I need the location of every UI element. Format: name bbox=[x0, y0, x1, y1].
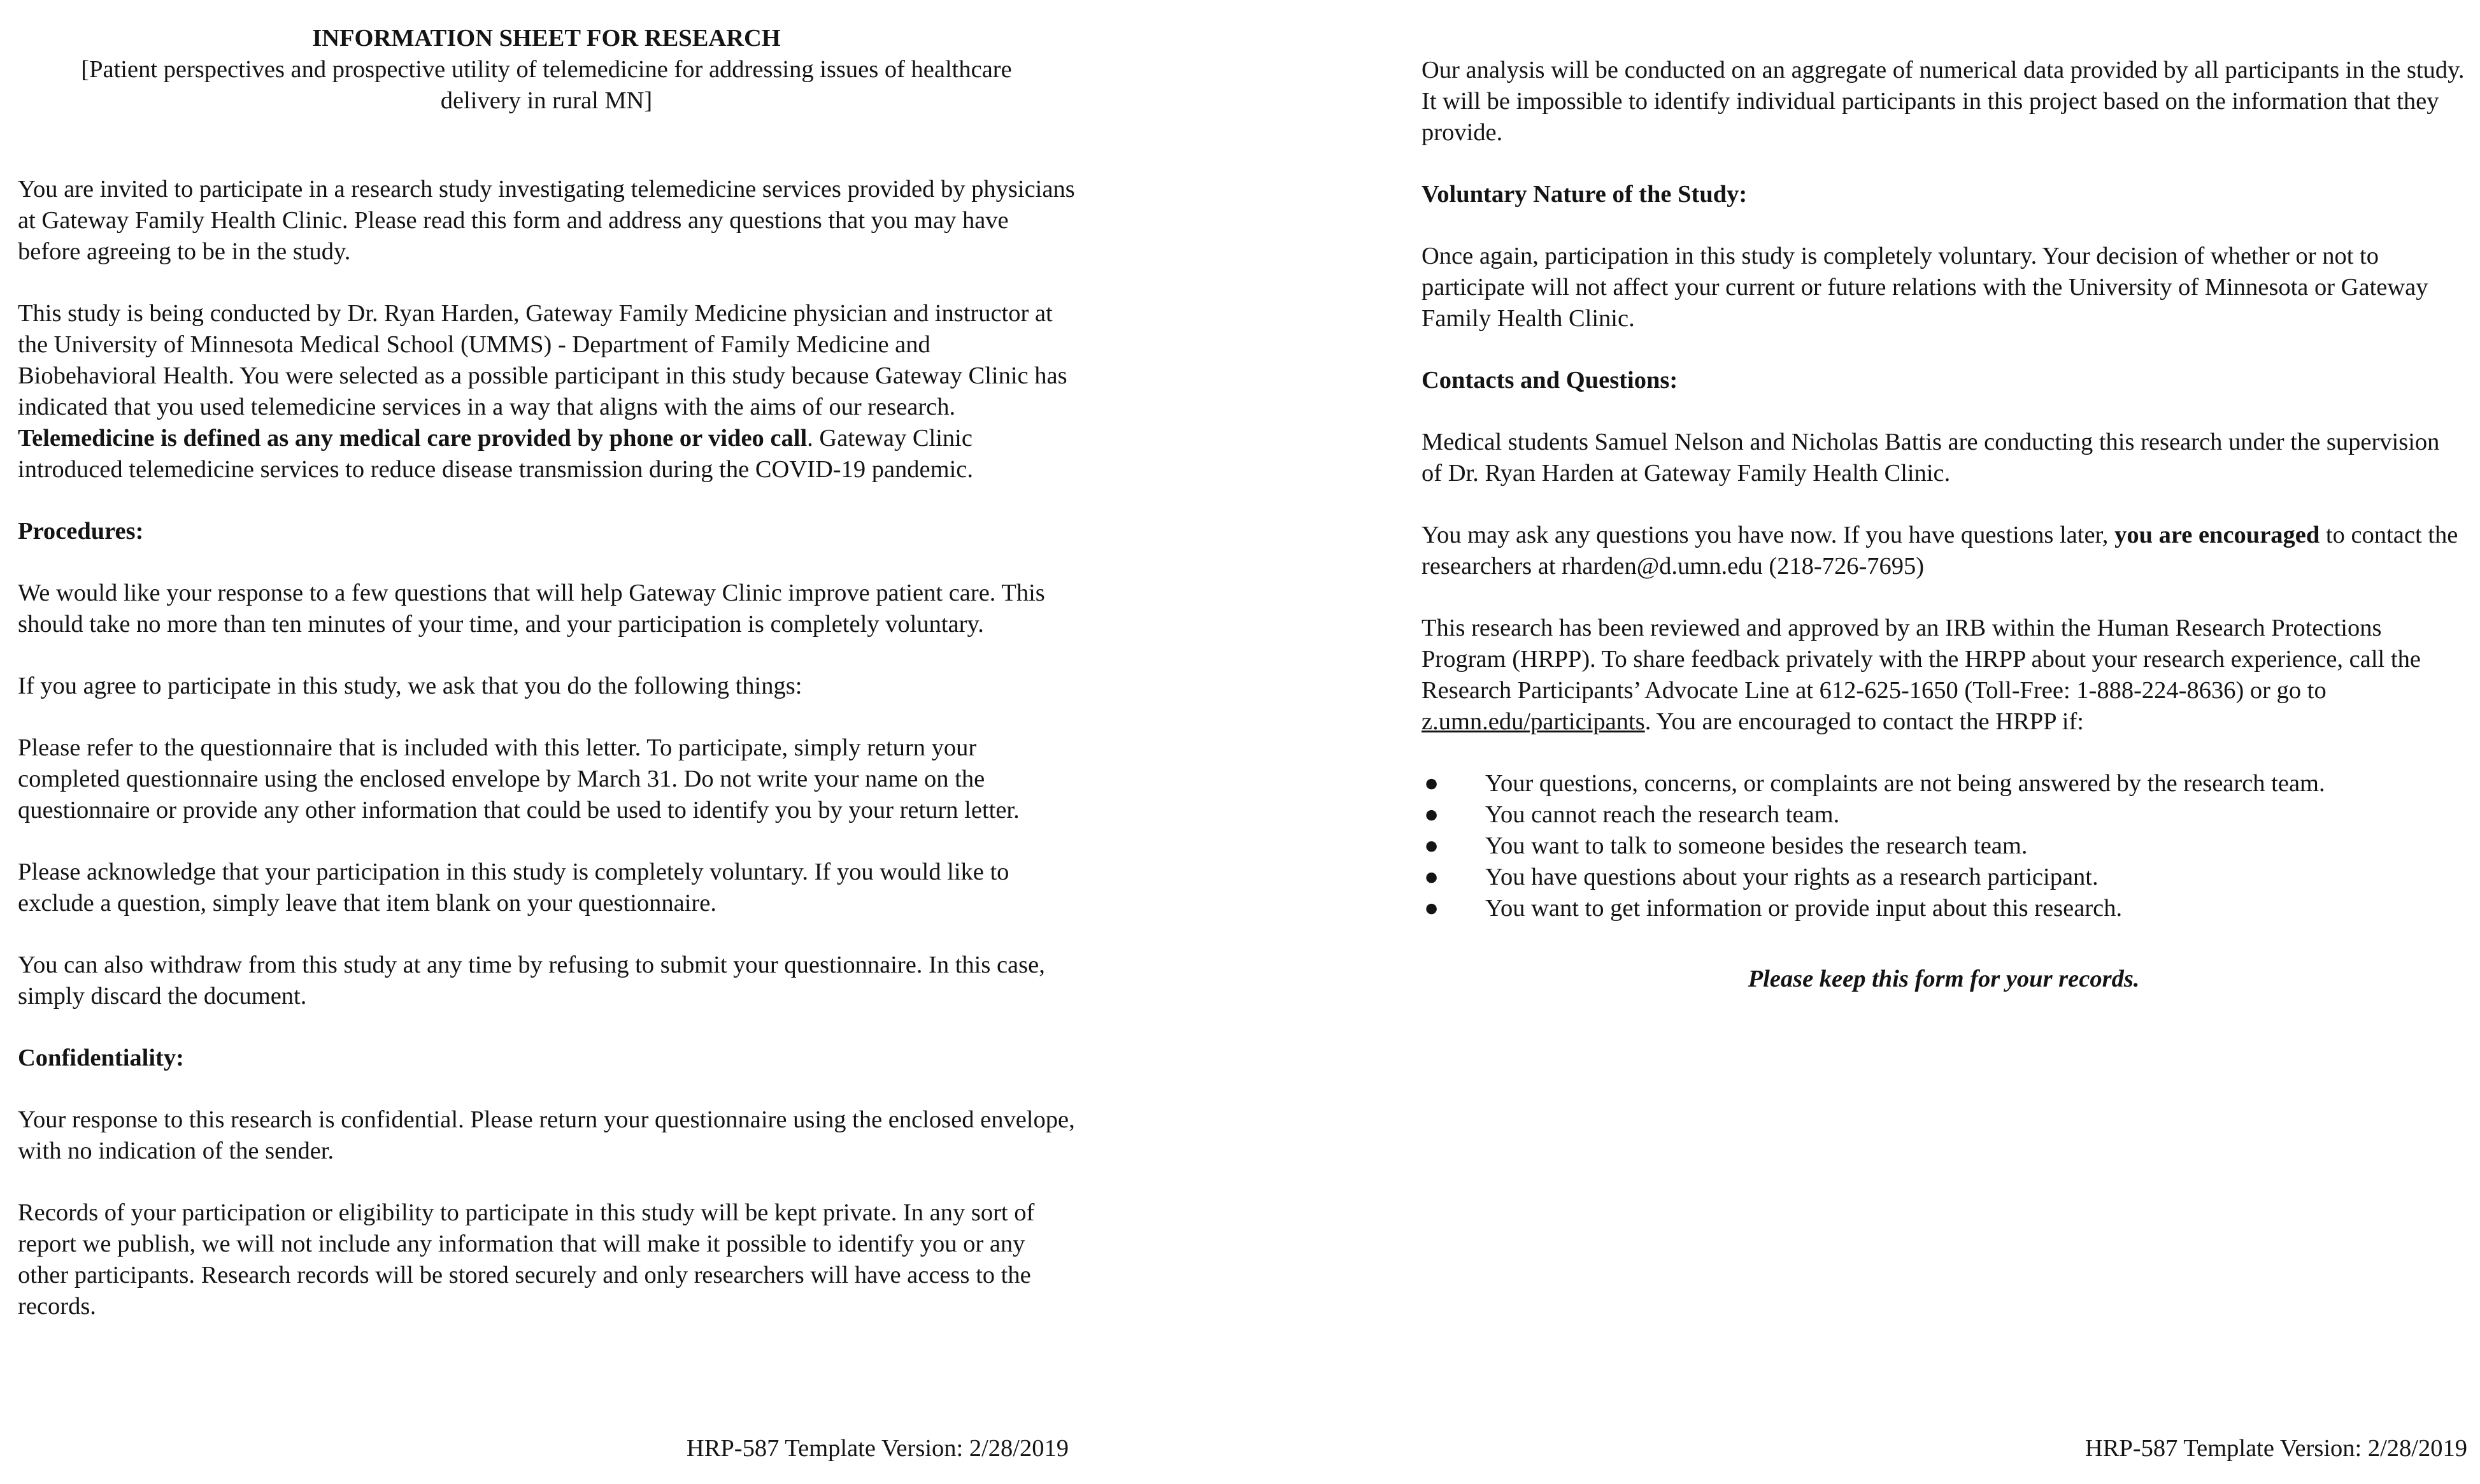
voluntary-heading: Voluntary Nature of the Study: bbox=[1422, 181, 1748, 208]
list-item bbox=[1422, 862, 2466, 893]
procedures-paragraph-2: If you agree to participate in this study, we ask that you do the following things: bbox=[18, 673, 802, 699]
intro-paragraph: You are invited to participate in a research study investigating telemedicine services provided by physicians at Gateway Family Health Clinic. Please read this form and address any questions that you may have before agreeing to be in the study. bbox=[18, 176, 1075, 265]
hrpp-contact-reasons-list bbox=[1422, 768, 2466, 924]
conducted-by-text-1: This study is being conducted by Dr. Ryan Harden, Gateway Family Medicine physician and instructor at the University of Minnesota Medical School (UMMS) - Department of Family Medicine and Biobehavioral Health. You were selected as a possible participant in this study because Gateway Clinic has indicated that you used telemedicine services in a way that aligns with the aims of our research. bbox=[18, 300, 1067, 420]
contacts-paragraph-1: Medical students Samuel Nelson and Nicholas Battis are conducting this research under the supervision of Dr. Ryan Harden at Gateway Family Health Clinic. bbox=[1422, 429, 2440, 487]
document-subtitle bbox=[18, 54, 1075, 117]
list-item-text: Your questions, concerns, or complaints are not being answered by the research team. bbox=[1485, 770, 2325, 797]
contacts-text-2: to contact the researchers at rharden@d.umn.edu (218-726-7695) bbox=[1422, 522, 2458, 580]
irb-text-1: This research has been reviewed and approved by an IRB within the Human Research Protections Program (HRPP). To share feedback privately with the HRPP about your research experience, call the Research Participants’ Advocate Line at 612-625-1650 (Toll-Free: 1-888-224-8636) or go to bbox=[1422, 615, 2421, 704]
list-item bbox=[1422, 768, 2466, 799]
conducted-by-paragraph bbox=[18, 298, 1075, 485]
bullet-icon: ● bbox=[1424, 864, 1439, 890]
irb-text-2: . You are encouraged to contact the HRPP if: bbox=[1644, 708, 2084, 735]
irb-paragraph bbox=[1422, 613, 2466, 738]
list-item bbox=[1422, 831, 2466, 862]
right-page-footer: HRP-587 Template Version: 2/28/2019 bbox=[2084, 1435, 2467, 1462]
bullet-icon: ● bbox=[1424, 801, 1439, 828]
procedures-paragraph-1: We would like your response to a few questions that will help Gateway Clinic improve patient care. This should take no more than ten minutes of your time, and your participation is completely voluntary. bbox=[18, 580, 1045, 638]
subtitle-line-2: delivery in rural MN] bbox=[440, 87, 653, 114]
analysis-paragraph: Our analysis will be conducted on an aggregate of numerical data provided by all participants in the study. It will be impossible to identify individual participants in this project based on the information that they provide. bbox=[1422, 57, 2465, 146]
list-item-text: You have questions about your rights as a research participant. bbox=[1485, 864, 2099, 890]
list-item-text: You want to get information or provide input about this research. bbox=[1485, 895, 2123, 922]
list-item bbox=[1422, 799, 2466, 831]
participants-link[interactable]: z.umn.edu/participants bbox=[1422, 708, 1645, 735]
encouraged-emphasis: you are encouraged bbox=[2114, 522, 2320, 548]
left-page-body bbox=[18, 174, 1075, 1353]
bullet-icon: ● bbox=[1424, 895, 1439, 922]
document-title: INFORMATION SHEET FOR RESEARCH bbox=[312, 25, 781, 52]
keep-form-note: Please keep this form for your records. bbox=[1748, 966, 2140, 992]
procedures-paragraph-5: You can also withdraw from this study at any time by refusing to submit your questionnaire. In this case, simply discard the document. bbox=[18, 952, 1045, 1010]
bullet-icon: ● bbox=[1424, 770, 1439, 797]
procedures-paragraph-3: Please refer to the questionnaire that is included with this letter. To participate, simply return your completed questionnaire using the enclosed envelope by March 31. Do not write your name on the questionnaire or provide any other information that could be used to identify you by your return letter. bbox=[18, 734, 1020, 824]
confidentiality-heading: Confidentiality: bbox=[18, 1045, 184, 1071]
bullet-icon: ● bbox=[1424, 832, 1439, 859]
conducted-by-text-2: . Gateway Clinic introduced telemedicine services to reduce disease transmission during the COVID-19 pandemic. bbox=[18, 425, 973, 483]
subtitle-line-1: [Patient perspectives and prospective utility of telemedicine for addressing issues of healthcare bbox=[81, 56, 1012, 83]
contacts-heading: Contacts and Questions: bbox=[1422, 367, 1678, 394]
list-item bbox=[1422, 893, 2466, 924]
left-page-footer: HRP-587 Template Version: 2/28/2019 bbox=[686, 1435, 1069, 1462]
right-page-body bbox=[1422, 55, 2466, 1025]
telemedicine-definition: Telemedicine is defined as any medical care provided by phone or video call bbox=[18, 425, 808, 452]
contacts-paragraph-2 bbox=[1422, 520, 2466, 582]
voluntary-paragraph: Once again, participation in this study is completely voluntary. Your decision of whether or not to participate will not affect your current or future relations with the University of Minnesota or Gateway Family Health Clinic. bbox=[1422, 243, 2428, 332]
contacts-text-1: You may ask any questions you have now. If you have questions later, bbox=[1422, 522, 2115, 548]
confidentiality-paragraph-2: Records of your participation or eligibility to participate in this study will be kept private. In any sort of report we publish, we will not include any information that will make it possible to identify you or any other participants. Research records will be stored securely and only researchers will have access to the records. bbox=[18, 1199, 1035, 1320]
list-item-text: You want to talk to someone besides the research team. bbox=[1485, 832, 2028, 859]
list-item-text: You cannot reach the research team. bbox=[1485, 801, 1840, 828]
procedures-paragraph-4: Please acknowledge that your participation in this study is completely voluntary. If you would like to exclude a question, simply leave that item blank on your questionnaire. bbox=[18, 859, 1009, 917]
confidentiality-paragraph-1: Your response to this research is confidential. Please return your questionnaire using the enclosed envelope, with no indication of the sender. bbox=[18, 1106, 1075, 1164]
procedures-heading: Procedures: bbox=[18, 518, 144, 545]
